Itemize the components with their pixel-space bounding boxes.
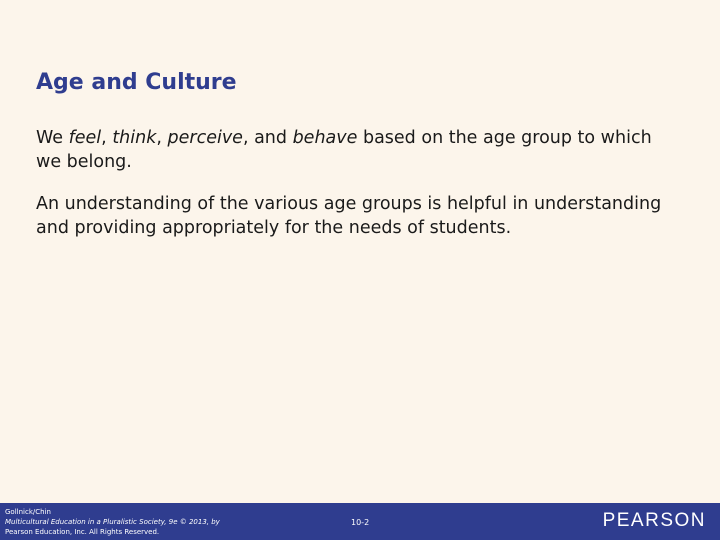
pearson-logo: PEARSON: [602, 510, 706, 531]
page-number: 10-2: [351, 518, 370, 527]
p1-text-5: based on the age group to which we belong.: [36, 128, 652, 172]
slide-title: Age and Culture: [36, 70, 237, 95]
p1-emphasis-perceive: perceive: [167, 128, 243, 148]
p1-emphasis-behave: behave: [292, 128, 358, 148]
paragraph-age-groups: An understanding of the various age groups is helpful in understanding and providing appropriately for the needs of students.: [36, 194, 662, 238]
citation-publisher: Pearson Education, Inc. All Rights Reserved.: [5, 528, 160, 536]
p1-text-4: , and: [242, 128, 293, 148]
p1-text-2: ,: [101, 128, 113, 148]
p1-emphasis-feel: feel: [68, 128, 102, 148]
footer-bar: [0, 503, 720, 540]
footer-citation: [5, 507, 220, 537]
citation-authors: Gollnick/Chin: [5, 508, 51, 516]
p1-text-1: We: [36, 128, 69, 148]
p1-emphasis-think: think: [112, 128, 157, 148]
p1-text-3: ,: [156, 128, 168, 148]
paragraph-feel-think: [36, 126, 676, 174]
citation-book: Multicultural Education in a Pluralistic Society, 9e © 2013, by: [5, 518, 220, 526]
